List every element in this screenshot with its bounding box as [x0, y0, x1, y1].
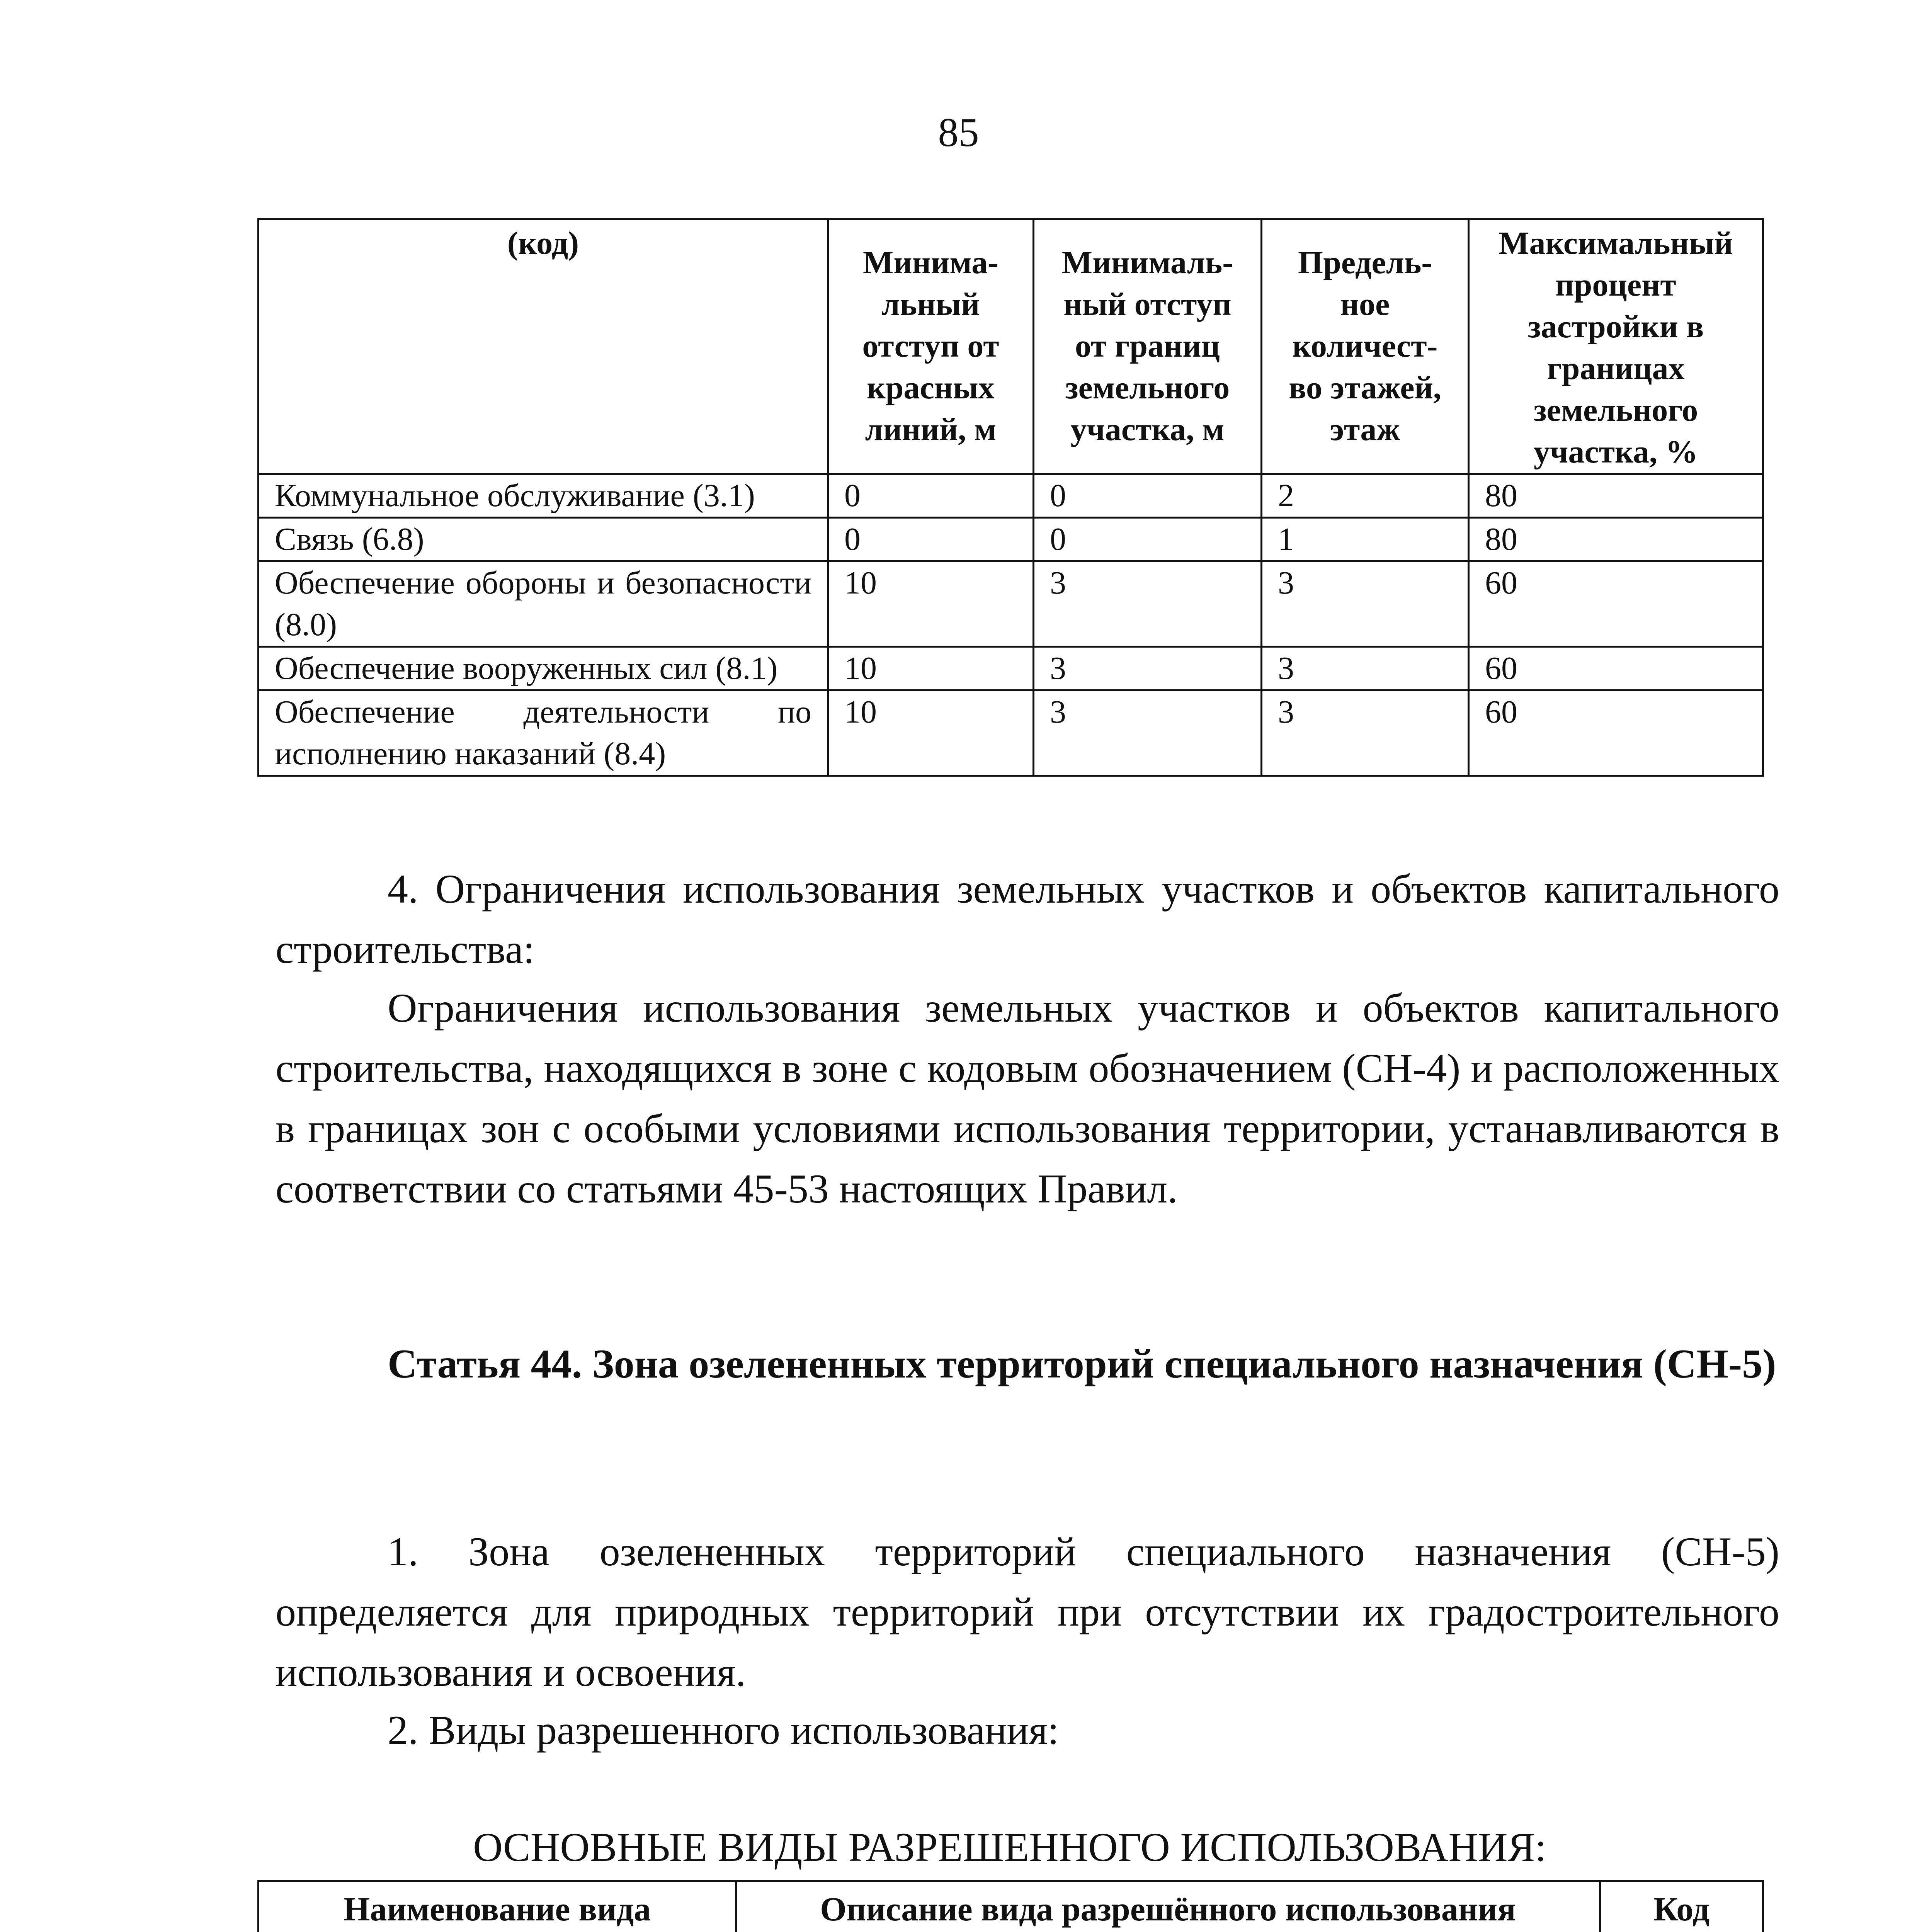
paragraph-restrictions-title: 4. Ограничения использования земельных участков и объектов капитального строительства:	[276, 866, 1779, 972]
row-value: 10	[828, 561, 1034, 647]
permitted-uses-table	[257, 1880, 1764, 1932]
table-row	[259, 647, 1763, 690]
row-value: 80	[1469, 474, 1763, 518]
row-value: 2	[1262, 474, 1469, 518]
row-value: 3	[1262, 647, 1469, 690]
row-name: Обеспечение деятельности по исполнению наказаний (8.4)	[259, 690, 828, 776]
row-value: 60	[1469, 690, 1763, 776]
header-max-floors: Предель-ное количест-во этажей, этаж	[1262, 219, 1469, 474]
header-red-line-offset: Минима-льный отступ от красных линий, м	[828, 219, 1034, 474]
row-value: 60	[1469, 561, 1763, 647]
table-row	[259, 690, 1763, 776]
row-value: 3	[1262, 690, 1469, 776]
row-value: 3	[1034, 561, 1262, 647]
row-value: 60	[1469, 647, 1763, 690]
row-value: 0	[828, 474, 1034, 518]
row-value: 3	[1034, 647, 1262, 690]
paragraph-zone-definition: 1. Зона озелененных территорий специального назначения (СН-5) определяется для природных территорий при отсутствии их градостроительного использования и освоения.	[276, 1529, 1779, 1695]
row-value: 10	[828, 647, 1034, 690]
header-use-description: Описание вида разрешённого использования	[736, 1881, 1600, 1932]
header-use-name: Наименование вида	[259, 1881, 736, 1932]
row-name: Обеспечение обороны и безопасности (8.0)	[259, 561, 828, 647]
header-use-code: Код	[1600, 1881, 1763, 1932]
table-row	[259, 561, 1763, 647]
paragraph-restrictions-body: Ограничения использования земельных участков и объектов капитального строительства, находящихся в зоне с кодовым обозначением (СН-4) и расположенных в границах зон с особыми условиями использования территории, устанавливаются в соответствии со статьями 45-53 настоящих Правил.	[276, 985, 1779, 1211]
table-row	[259, 474, 1763, 518]
section-title: ОСНОВНЫЕ ВИДЫ РАЗРЕШЕННОГО ИСПОЛЬЗОВАНИЯ:	[473, 1825, 1546, 1870]
page-number: 85	[938, 110, 979, 155]
row-value: 3	[1262, 561, 1469, 647]
building-parameters-table	[257, 218, 1764, 777]
table-row	[259, 518, 1763, 561]
header-max-coverage: Максимальный процент застройки в границах земельного участка, %	[1469, 219, 1763, 474]
row-value: 10	[828, 690, 1034, 776]
row-value: 80	[1469, 518, 1763, 561]
article-heading: Статья 44. Зона озелененных территорий специального назначения (СН-5)	[388, 1341, 1776, 1386]
table-header-row	[259, 219, 1763, 474]
table-header-row	[259, 1881, 1763, 1932]
header-code: (код)	[259, 219, 828, 474]
row-name: Обеспечение вооруженных сил (8.1)	[259, 647, 828, 690]
header-boundary-offset: Минималь-ный отступ от границ земельного участка, м	[1034, 219, 1262, 474]
row-name: Коммунальное обслуживание (3.1)	[259, 474, 828, 518]
row-value: 0	[1034, 474, 1262, 518]
row-name: Связь (6.8)	[259, 518, 828, 561]
row-value: 1	[1262, 518, 1469, 561]
row-value: 0	[828, 518, 1034, 561]
row-value: 3	[1034, 690, 1262, 776]
row-value: 0	[1034, 518, 1262, 561]
paragraph-permitted-uses: 2. Виды разрешенного использования:	[388, 1708, 1059, 1753]
